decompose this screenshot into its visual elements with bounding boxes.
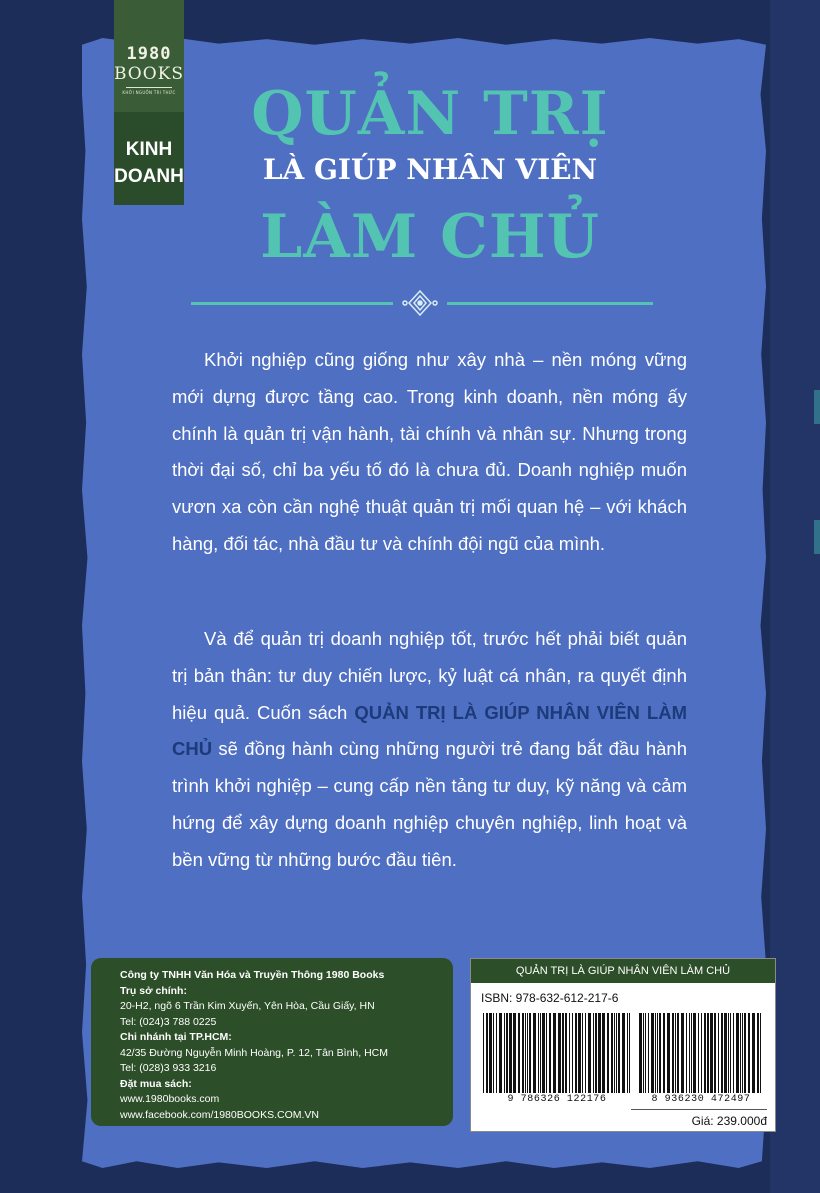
book-title-line-1: QUẢN TRỊ <box>251 79 609 149</box>
barcode-bar <box>704 1013 706 1093</box>
barcode-bar <box>648 1013 649 1093</box>
barcode-bar <box>582 1013 583 1093</box>
barcode-bar <box>698 1013 699 1093</box>
branch-tel: Tel: (028)3 933 3216 <box>120 1062 217 1074</box>
logo-tagline: KHỞI NGUỒN TRI THỨC <box>122 90 176 95</box>
barcode-bar <box>588 1013 591 1093</box>
barcode-bar <box>672 1013 674 1093</box>
description-paragraph-2 <box>172 621 687 879</box>
barcode-bar <box>525 1013 526 1093</box>
barcode-bar <box>593 1013 594 1093</box>
barcode-bar <box>655 1013 656 1093</box>
barcode-bar <box>639 1013 642 1093</box>
barcode-bar <box>689 1013 690 1093</box>
barcode-bar <box>701 1013 702 1093</box>
company-name: Công ty TNHH Văn Hóa và Truyền Thông 1980 Books <box>120 969 385 981</box>
isbn-box-title: QUẢN TRỊ LÀ GIÚP NHÂN VIÊN LÀM CHỦ <box>471 959 775 983</box>
branch-address: 42/35 Đường Nguyễn Minh Hoàng, P. 12, Tân Bình, HCM <box>120 1046 389 1059</box>
barcode-bar <box>607 1013 609 1093</box>
barcode-bar <box>733 1013 734 1093</box>
barcode-bar <box>614 1013 615 1093</box>
barcode-bar <box>602 1013 605 1093</box>
barcode-bar <box>538 1013 539 1093</box>
genre-line-1: KINH <box>125 139 173 160</box>
barcode-bar <box>677 1013 679 1093</box>
isbn-barcode-box <box>470 958 776 1132</box>
barcode-bar <box>518 1013 520 1093</box>
barcode-bar <box>622 1013 625 1093</box>
price-barcode-digits: 8 936230 472497 <box>651 1094 751 1105</box>
barcode-bar <box>724 1013 727 1093</box>
publisher-contact-box <box>91 958 453 1126</box>
barcode-bar <box>627 1013 628 1093</box>
barcode-bar <box>533 1013 536 1093</box>
barcode-bar <box>710 1013 713 1093</box>
price-barcode <box>637 1013 765 1093</box>
publisher-logo <box>114 0 184 112</box>
logo-name: BOOKS <box>114 64 185 84</box>
ornament-icon <box>400 289 440 317</box>
barcode-bar <box>546 1013 547 1093</box>
barcode-bar <box>529 1013 531 1093</box>
barcode-bar <box>752 1013 755 1093</box>
barcode-bar <box>730 1013 731 1093</box>
background-next-cover-strip <box>770 0 820 1193</box>
barcode-bar <box>657 1013 658 1093</box>
logo-number: 1980 <box>126 44 172 64</box>
title-divider-left <box>191 302 393 305</box>
barcode-bar <box>499 1013 502 1093</box>
barcode-bar <box>489 1013 492 1093</box>
book-title-highlight: QUẢN TRỊ LÀ GIÚP NHÂN VIÊN LÀM CHỦ <box>172 701 687 760</box>
barcode-bar <box>542 1013 545 1093</box>
barcode-bar <box>740 1013 741 1093</box>
barcode-bar <box>595 1013 597 1093</box>
barcode-bar <box>572 1013 573 1093</box>
barcode-bar <box>760 1013 761 1093</box>
hq-tel: Tel: (024)3 788 0225 <box>120 1015 217 1028</box>
barcode-bar <box>483 1013 484 1093</box>
isbn-barcode-digits: 9 786326 122176 <box>507 1094 607 1105</box>
barcode-bar <box>686 1013 687 1093</box>
barcode-bar <box>598 1013 601 1093</box>
barcode-bar <box>578 1013 581 1093</box>
barcode-bar <box>618 1013 620 1093</box>
strip-decoration <box>814 390 820 424</box>
barcode-bar <box>748 1013 750 1093</box>
barcode-bar <box>645 1013 646 1093</box>
barcode-bar <box>757 1013 759 1093</box>
barcode-bar <box>522 1013 524 1093</box>
book-title-line-2: LÀ GIÚP NHÂN VIÊN <box>262 153 598 186</box>
paragraph-2-start: Và để quản trị doanh nghiệp tốt, trước hết phải biết quản trị bản thân: tư duy chiến lược, kỷ luật cá nhân, ra quyết định hiệu quả. Cuốn sách <box>172 628 687 723</box>
hq-label: Trụ sở chính: <box>120 984 187 997</box>
paragraph-2-end: sẽ đồng hành cùng những người trẻ đang bắt đầu hành trình khởi nghiệp – cung cấp nền tảng tư duy, kỹ năng và cảm hứng để xây dựng doanh nghiệp chuyên nghiệp, linh hoạt và bền vững từ những bước đầu tiên. <box>172 738 687 870</box>
barcode-bar <box>629 1013 630 1093</box>
book-title-line-3: LÀM CHỦ <box>260 202 600 272</box>
order-label: Đặt mua sách: <box>120 1077 192 1090</box>
barcode-bar <box>496 1013 497 1093</box>
barcode-bar <box>506 1013 508 1093</box>
barcode-bar <box>659 1013 661 1093</box>
price-label: Giá: 239.000đ <box>631 1109 767 1132</box>
barcode-bar <box>558 1013 561 1093</box>
publisher-ribbon <box>114 0 184 205</box>
barcode-bar <box>742 1013 743 1093</box>
barcode-bar <box>553 1013 556 1093</box>
barcode-bar <box>651 1013 654 1093</box>
isbn-barcode <box>481 1013 633 1093</box>
barcode-bar <box>540 1013 541 1093</box>
barcode-bar <box>611 1013 613 1093</box>
barcode-bar <box>504 1013 505 1093</box>
barcode-bar <box>486 1013 488 1093</box>
website: www.1980books.com <box>120 1093 220 1105</box>
barcode-bar <box>549 1013 551 1093</box>
facebook-page: www.facebook.com/1980BOOKS.COM.VN <box>120 1108 319 1121</box>
hq-address: 20-H2, ngõ 6 Trần Kim Xuyến, Yên Hòa, Cầu Giấy, HN <box>120 1000 375 1012</box>
title-divider-right <box>447 302 653 305</box>
barcode-bar <box>675 1013 676 1093</box>
barcode-bar <box>681 1013 684 1093</box>
barcode-bar <box>575 1013 577 1093</box>
barcode-bar <box>721 1013 723 1093</box>
barcode-bar <box>513 1013 516 1093</box>
isbn-number: ISBN: 978-632-612-217-6 <box>481 991 619 1005</box>
barcode-bar <box>509 1013 512 1093</box>
barcode-bar <box>616 1013 617 1093</box>
barcode-bar <box>663 1013 665 1093</box>
strip-decoration <box>814 520 820 554</box>
barcode-bar <box>667 1013 670 1093</box>
barcode-bar <box>707 1013 709 1093</box>
barcode-bar <box>569 1013 570 1093</box>
barcode-bar <box>718 1013 719 1093</box>
barcode-bar <box>565 1013 567 1093</box>
barcode-bar <box>562 1013 564 1093</box>
barcode-bar <box>744 1013 746 1093</box>
barcode-bar <box>714 1013 716 1093</box>
branch-label: Chi nhánh tại TP.HCM: <box>120 1031 232 1043</box>
barcode-bar <box>728 1013 729 1093</box>
genre-line-2: DOANH <box>114 166 184 187</box>
barcode-bar <box>691 1013 692 1093</box>
barcode-bar <box>693 1013 696 1093</box>
genre-label <box>114 136 184 190</box>
barcode-bar <box>736 1013 739 1093</box>
logo-rule <box>126 87 172 88</box>
barcode-bar <box>643 1013 644 1093</box>
barcode-bar <box>585 1013 586 1093</box>
barcode-bar <box>493 1013 494 1093</box>
description-paragraph-1: Khởi nghiệp cũng giống như xây nhà – nền móng vững mới dựng được tầng cao. Trong kinh doanh, nền móng ấy chính là quản trị vận hành, tài chính và nhân sự. Nhưng trong thời đại số, chỉ ba yếu tố đó là chưa đủ. Doanh nghiệp muốn vươn xa còn cần nghệ thuật quản trị mối quan hệ – với khách hàng, đối tác, nhà đầu tư và chính đội ngũ của mình. <box>172 349 687 554</box>
barcode-bar <box>527 1013 528 1093</box>
